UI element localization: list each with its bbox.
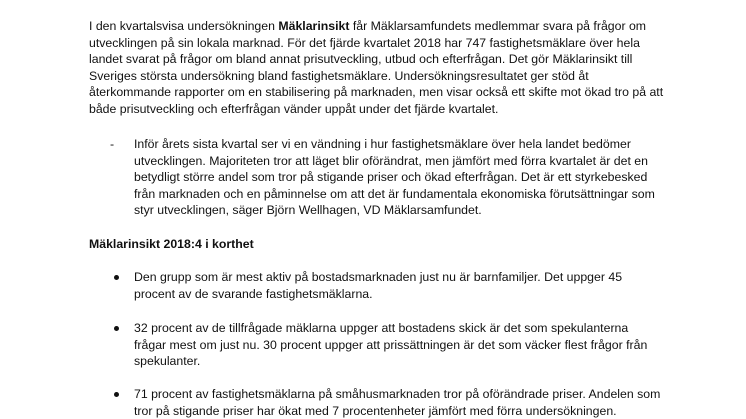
intro-paragraph [89,18,664,118]
bullet-icon [114,392,119,397]
intro-part1: I den kvartalsvisa undersökningen [89,19,279,33]
brand-name: Mäklarinsikt [278,19,350,33]
dash-marker: - [110,137,115,151]
bullet-text: 71 procent av fastighetsmäklarna på småhusmarknaden tror på oförändrade priser. Andelen som tror på stigande priser har ökat med 7 procentenheter jämfört med förra undersökningen. [134,387,661,418]
previous-page-fragment [89,0,289,4]
section-heading: Mäklarinsikt 2018:4 i korthet [89,237,254,251]
bullet-icon [114,326,119,331]
bullet-text: 32 procent av de tillfrågade mäklarna uppger att bostadens skick är det som spekulanterna frågar mest om just nu. 30 procent uppger att prissättningen är det som väcker flest frågor från spekulanter. [134,321,648,369]
bullet-text: Den grupp som är mest aktiv på bostadsmarknaden just nu är barnfamiljer. Det uppger 45 procent av de svarande fastighetsmäklarna. [134,270,623,301]
quote-text: Inför årets sista kvartal ser vi en vändning i hur fastighetsmäklare över hela landet bedömer utvecklingen. Majoriteten tror att läget blir oförändrat, men jämfört med förra kvartalet är det en betydligt större andel som tror på stigande priser och ökad efterfrågan. Det är ett styrkebesked från marknaden och en påminnelse om att det är fundamentala ekonomiska förutsättningar som styr utvecklingen, säger Björn Wellhagen, VD Mäklarsamfundet. [134,137,655,218]
bullet-icon [114,275,119,280]
intro-part2: får Mäklarsamfundets medlemmar svara på frågor om utvecklingen på sin lokala marknad. För det fjärde kvartalet 2018 har 747 fastighetsmäklare över hela landet svarat på frågor om bland annat prisutveckling, utbud och efterfrågan. Det gör Mäklarinsikt till Sveriges största undersökning bland fastighetsmäklare. Undersökningsresultatet ger stöd åt återkommande rapporter om en stabilisering på marknaden, men visar också ett skifte mot ökad tro på att både prisutveckling och efterfrågan vänder uppåt under det fjärde kvartalet. [89,19,664,116]
